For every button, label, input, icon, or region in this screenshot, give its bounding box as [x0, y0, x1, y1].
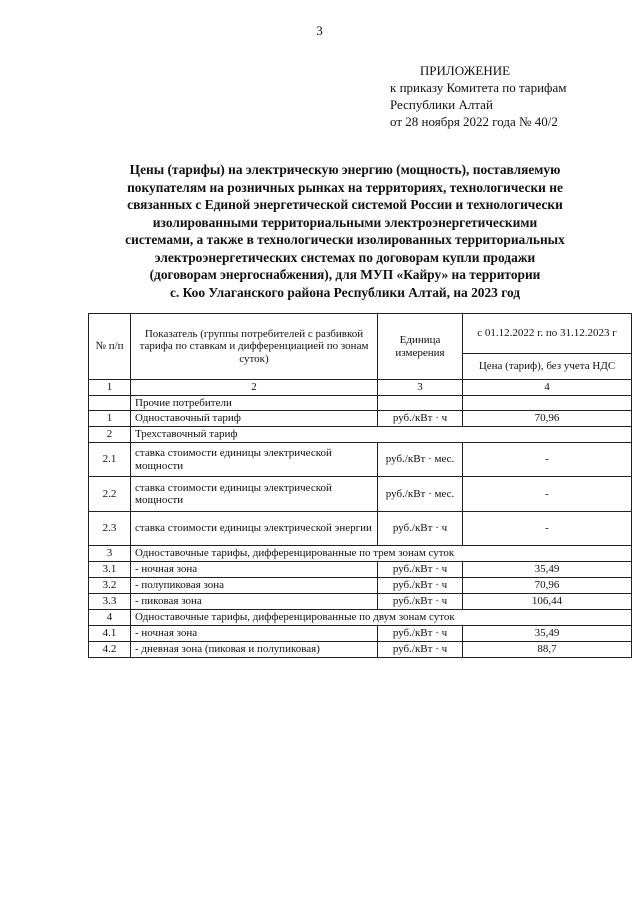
- row-value: 70,96: [463, 411, 632, 427]
- row-unit: руб./кВт · ч: [378, 626, 463, 642]
- appendix-line: Республики Алтай: [390, 97, 493, 112]
- table-row: [89, 395, 632, 411]
- row-num: 4: [89, 610, 131, 626]
- row-name: - ночная зона: [131, 562, 378, 578]
- row-name: - ночная зона: [131, 626, 378, 642]
- column-number: 2: [131, 380, 378, 396]
- document-title: [70, 161, 620, 301]
- row-num: 3.2: [89, 578, 131, 594]
- table-row: [89, 642, 632, 658]
- table-row: [89, 594, 632, 610]
- row-unit: руб./кВт · ч: [378, 411, 463, 427]
- title-line: (договорам энергоснабжения), для МУП «Кайру» на территории: [149, 267, 541, 282]
- header-period: с 01.12.2022 г. по 31.12.2023 г: [463, 314, 632, 354]
- row-num: 2: [89, 427, 131, 443]
- appendix-heading: ПРИЛОЖЕНИЕ: [419, 63, 511, 78]
- row-name: ставка стоимости единицы электрической мощности: [131, 477, 378, 512]
- row-unit: руб./кВт · мес.: [378, 477, 463, 512]
- column-number: 1: [89, 380, 131, 396]
- row-value: 88,7: [463, 642, 632, 658]
- column-number: 4: [463, 380, 632, 396]
- row-unit: руб./кВт · ч: [378, 594, 463, 610]
- table-row: [89, 578, 632, 594]
- section-label: Прочие потребители: [131, 395, 378, 411]
- row-value: -: [463, 477, 632, 512]
- row-num: 4.1: [89, 626, 131, 642]
- row-unit: руб./кВт · ч: [378, 642, 463, 658]
- row-unit: руб./кВт · ч: [378, 512, 463, 546]
- table-row: [89, 443, 632, 477]
- table-row: [89, 411, 632, 427]
- column-number: 3: [378, 380, 463, 396]
- row-name: Одноставочные тарифы, дифференцированные по трем зонам суток: [131, 546, 632, 562]
- column-number-row: [89, 380, 632, 396]
- row-value: 35,49: [463, 626, 632, 642]
- row-value: 70,96: [463, 578, 632, 594]
- row-name: Одноставочные тарифы, дифференцированные по двум зонам суток: [131, 610, 632, 626]
- row-name: - полупиковая зона: [131, 578, 378, 594]
- tariff-table: [88, 313, 632, 658]
- row-num: 3.3: [89, 594, 131, 610]
- row-value: 35,49: [463, 562, 632, 578]
- row-value: -: [463, 512, 632, 546]
- row-name: - дневная зона (пиковая и полупиковая): [131, 642, 378, 658]
- row-num: 4.2: [89, 642, 131, 658]
- title-line: системами, а также в технологически изолированных территориальных: [125, 232, 565, 247]
- header-indicator: Показатель (группы потребителей с разбивкой тарифа по ставкам и дифференциацией по зонам суток): [131, 314, 378, 380]
- row-name: ставка стоимости единицы электрической мощности: [131, 443, 378, 477]
- row-value: -: [463, 443, 632, 477]
- table-row: [89, 562, 632, 578]
- title-line: покупателям на розничных рынках на территориях, технологически не: [127, 179, 563, 195]
- page-number: 3: [316, 23, 323, 38]
- row-num: 2.1: [89, 443, 131, 477]
- header-num: № п/п: [89, 314, 131, 380]
- row-value: 106,44: [463, 594, 632, 610]
- row-name: Трехставочный тариф: [131, 427, 632, 443]
- title-line: электроэнергетических системах по договорам купли продажи: [154, 249, 536, 265]
- row-num: 2.2: [89, 477, 131, 512]
- table-row: [89, 427, 632, 443]
- row-name: - пиковая зона: [131, 594, 378, 610]
- row-num: 2.3: [89, 512, 131, 546]
- table-row: [89, 610, 632, 626]
- row-unit: руб./кВт · мес.: [378, 443, 463, 477]
- table-row: [89, 626, 632, 642]
- table-header-row: [89, 314, 632, 354]
- appendix-line: от 28 ноября 2022 года № 40/2: [390, 114, 558, 129]
- row-num: 3.1: [89, 562, 131, 578]
- title-line: с. Коо Улаганского района Республики Алтай, на 2023 год: [169, 284, 521, 300]
- title-line: Цены (тарифы) на электрическую энергию (мощность), поставляемую: [129, 162, 561, 177]
- row-name: ставка стоимости единицы электрической энергии: [131, 512, 378, 546]
- appendix-block: [390, 62, 630, 130]
- header-unit: Единица измерения: [378, 314, 463, 380]
- title-line: связанных с Единой энергетической системой России и технологически: [127, 197, 563, 212]
- table-row: [89, 546, 632, 562]
- row-num: 1: [89, 411, 131, 427]
- title-line: изолированными территориальными электроэнергетическими: [152, 214, 538, 230]
- row-name: Одноставочный тариф: [131, 411, 378, 427]
- row-unit: руб./кВт · ч: [378, 578, 463, 594]
- table-row: [89, 477, 632, 512]
- table-row: [89, 512, 632, 546]
- row-unit: руб./кВт · ч: [378, 562, 463, 578]
- appendix-line: к приказу Комитета по тарифам: [390, 80, 567, 95]
- row-num: 3: [89, 546, 131, 562]
- header-price: Цена (тариф), без учета НДС: [463, 354, 632, 380]
